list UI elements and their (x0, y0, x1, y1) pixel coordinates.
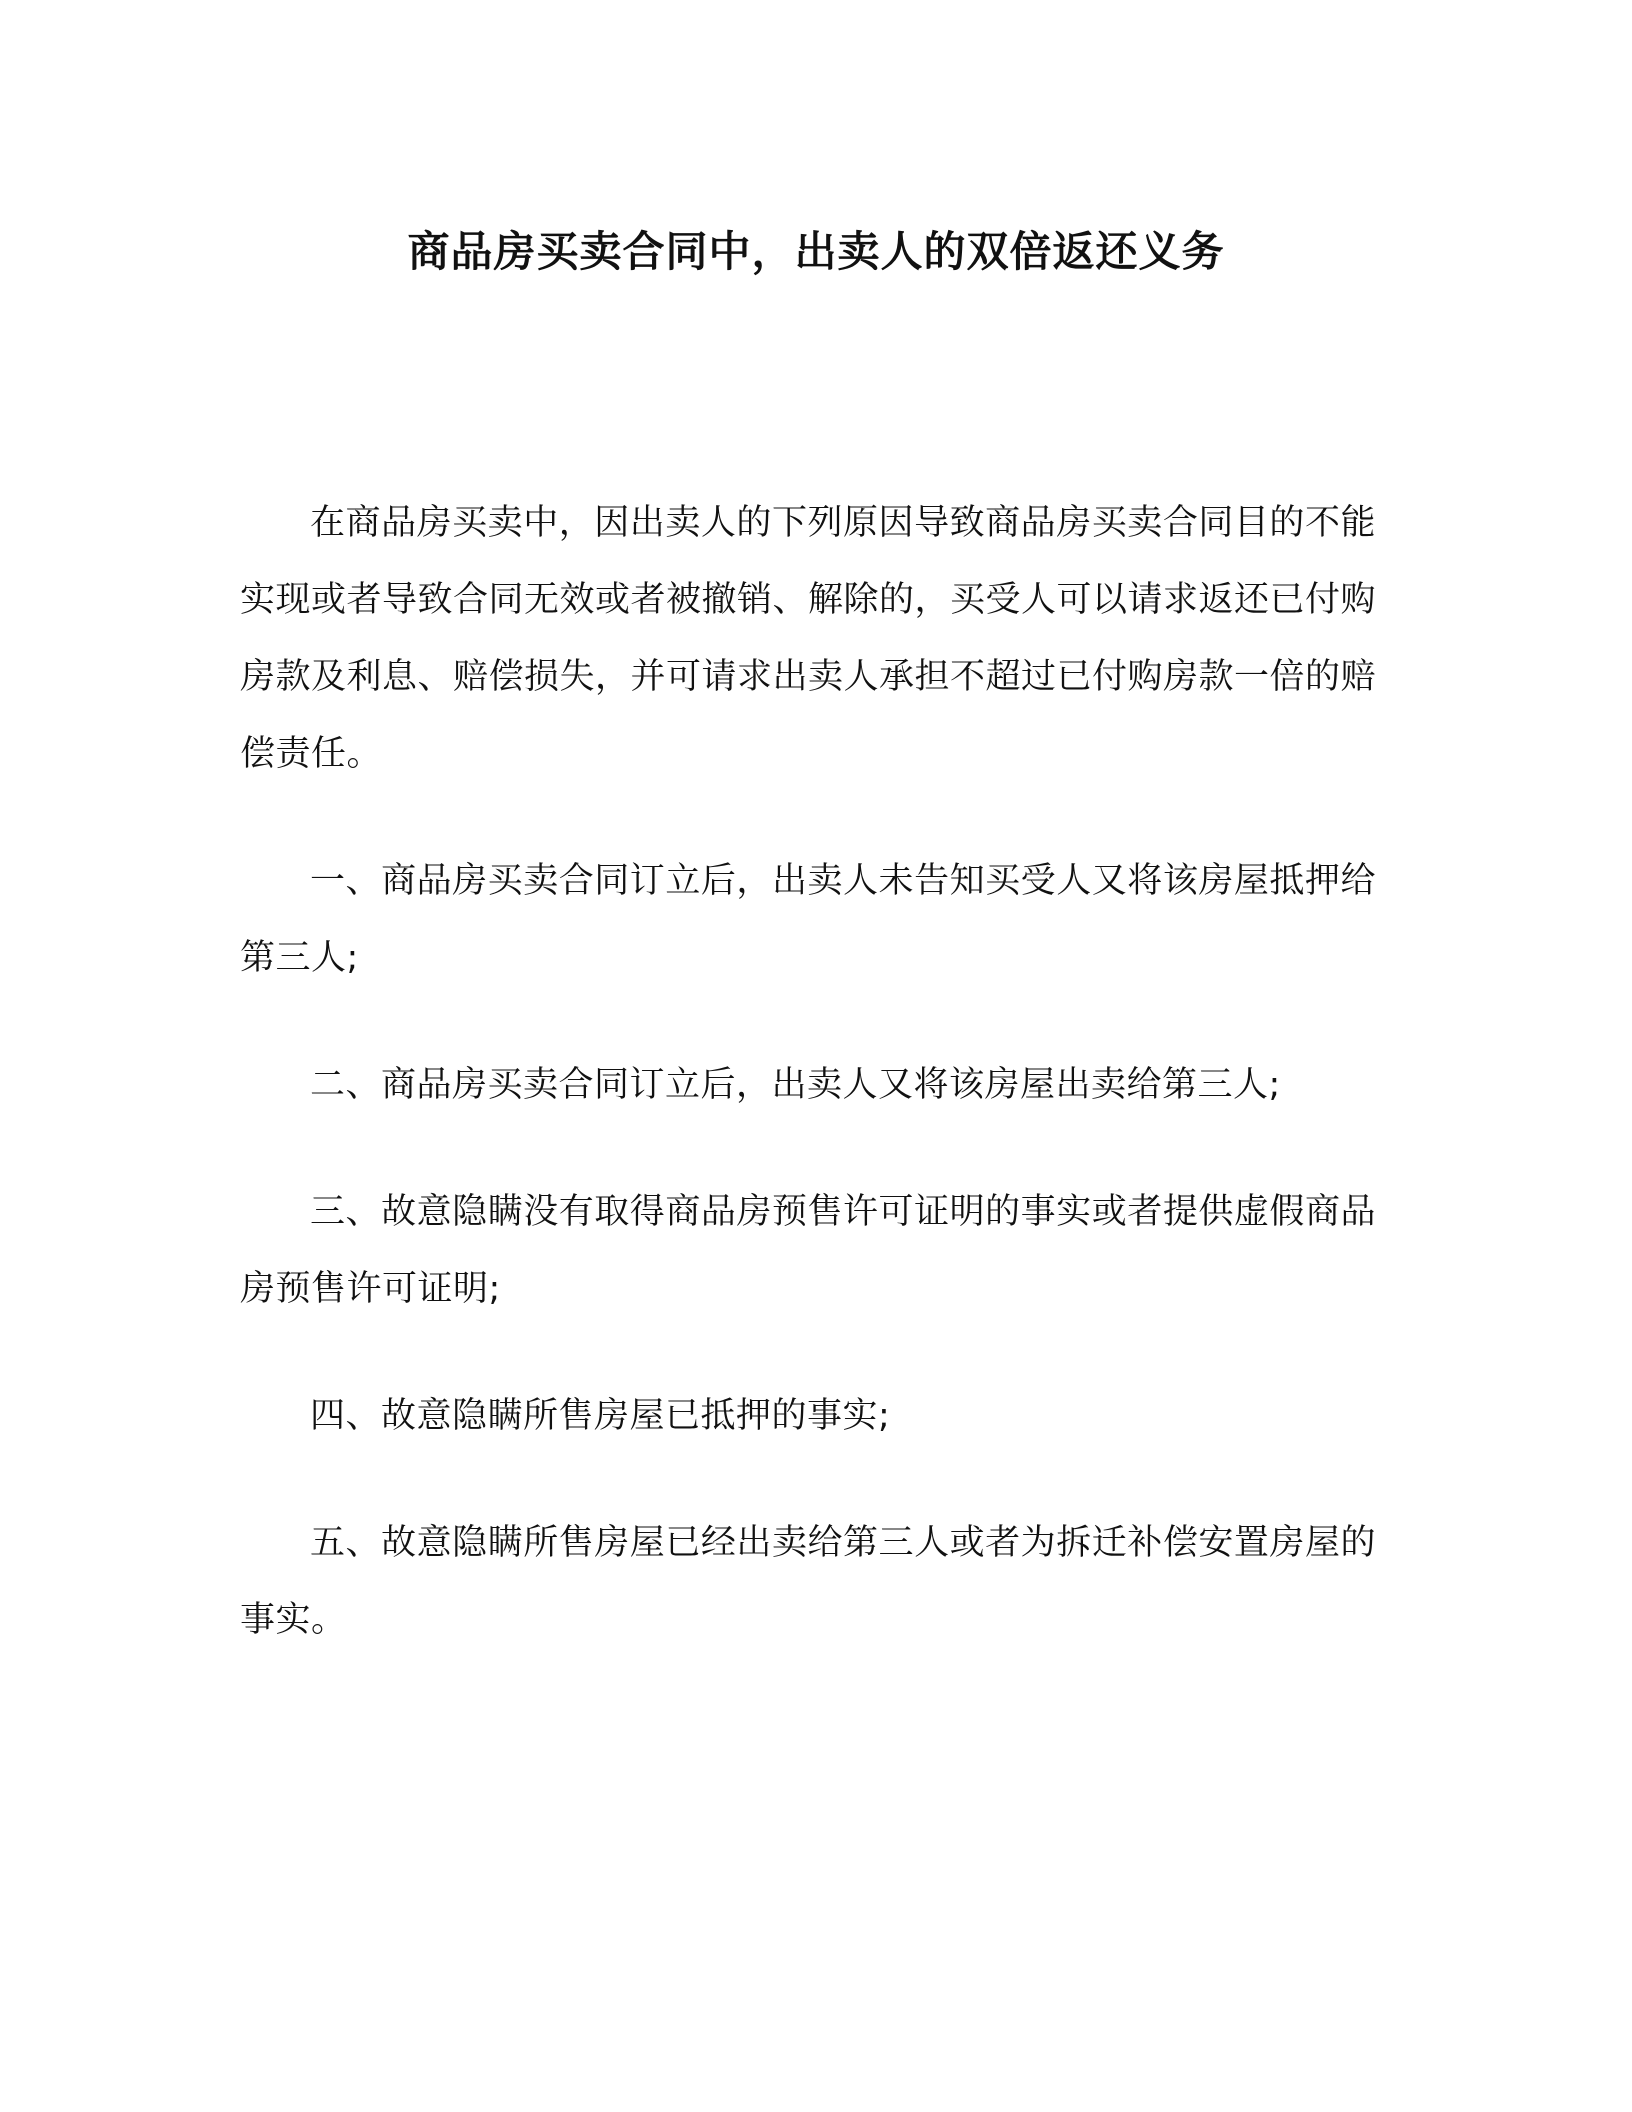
clause-2-paragraph: 二、商品房买卖合同订立后，出卖人又将该房屋出卖给第三人; (310, 1065, 1281, 1105)
document-body (240, 485, 1376, 1709)
clause-4-paragraph: 四、故意隐瞒所售房屋已抵押的事实; (310, 1396, 891, 1436)
document-title: 商品房买卖合同中，出卖人的双倍返还义务 (407, 227, 1225, 276)
clause-1-paragraph: 一、商品房买卖合同订立后，出卖人未告知买受人又将该房屋抵押给第三人; (240, 861, 1376, 978)
intro-paragraph: 在商品房买卖中，因出卖人的下列原因导致商品房买卖合同目的不能实现或者导致合同无效或者被撤销、解除的，买受人可以请求返还已付购房款及利息、赔偿损失，并可请求出卖人承担不超过已付购房款一倍的赔偿责任。 (240, 503, 1377, 774)
clause-5-paragraph: 五、故意隐瞒所售房屋已经出卖给第三人或者为拆迁补偿安置房屋的事实。 (240, 1523, 1376, 1640)
clause-3-paragraph: 三、故意隐瞒没有取得商品房预售许可证明的事实或者提供虚假商品房预售许可证明; (240, 1192, 1376, 1309)
